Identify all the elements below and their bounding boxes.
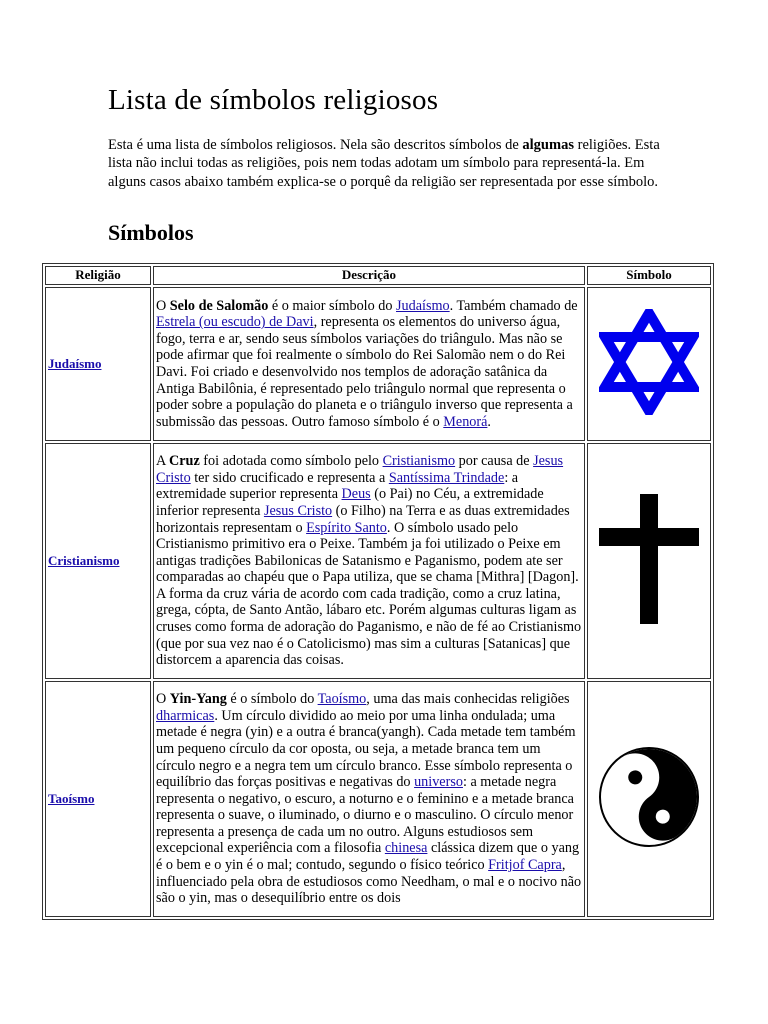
religion-cell — [45, 681, 151, 917]
desc-text: . — [487, 413, 491, 430]
description-cell — [153, 681, 585, 917]
intro-text-2: religiões. Esta lista não inclui todas as religiões, pois nem todas adotam um símbolo para representá-la. Em alguns casos abaixo também explica-se o porquê da religião ser representada por esse símbolo. — [108, 137, 660, 190]
desc-text: O — [156, 691, 170, 708]
desc-text: , uma das mais conhecidas religiões — [366, 691, 570, 708]
header-religion: Religião — [45, 266, 151, 285]
star-of-david-icon — [599, 309, 699, 415]
link-judaismo[interactable]: Judaísmo — [396, 297, 450, 314]
desc-text: é o maior símbolo do — [268, 297, 397, 314]
desc-text: : a extremidade superior representa — [156, 469, 519, 503]
intro-text-1: Esta é uma lista de símbolos religiosos. Nela são descritos símbolos de — [108, 137, 523, 153]
table-row — [45, 287, 711, 441]
intro-bold: algumas — [522, 137, 574, 153]
religion-link-cristianismo[interactable]: Cristianismo — [48, 552, 120, 568]
desc-text: (o Filho) na Terra e as duas extremidades horizontais representam o — [156, 502, 570, 536]
link-estrela-de-davi[interactable]: Estrela (ou escudo) de Davi — [156, 314, 314, 331]
table-row — [45, 681, 711, 917]
link-jesus-cristo[interactable]: Jesus Cristo — [156, 453, 564, 486]
description-cell — [153, 287, 585, 441]
link-taoismo[interactable]: Taoísmo — [317, 691, 367, 708]
section-heading: Símbolos — [108, 220, 194, 245]
link-chinesa[interactable]: chinesa — [384, 840, 428, 857]
table-header-row — [45, 266, 711, 285]
symbol-cell — [587, 681, 711, 917]
desc-text: por causa de — [455, 453, 534, 470]
religion-link-judaismo[interactable]: Judaísmo — [48, 355, 102, 371]
desc-text: . O símbolo usado pelo Cristianismo primitivo era o Peixe. Também ja foi utilizado o Peixe em antigas tradições Babilonicas de Satanismo e Paganismo, podem ate ser comparadas ao chapéu que o Papa utiliza, que se chama [Mithra] [Dagon]. A forma da cruz vária de acordo com cada tradição, como a cruz latina, grega, cópta, de Santo Antão, lábaro etc. Porém algumas culturas ligam as cruses como forma de adoração do Paganismo, e não de fé ao Cristianismo (que por sua vez nao é o Catolicismo) mas sim a culturas [Satanicas] que distorcem a aparencia das coisas. — [156, 519, 582, 669]
desc-text: O — [156, 297, 170, 314]
desc-text: (o Pai) no Céu, a extremidade inferior representa — [156, 486, 544, 519]
desc-text: , representa os elementos do universo água, fogo, terra e ar, sendo seus símbolos variações do triângulo. Mas não se pode afirmar que foi realmente o símbolo do Rei Salomão nem o do Rei Davi. Foi criado e desenvolvido nos templos de adoração satânica da Antiga Babilônia, é representado pelo triângulo normal que representa o poder sobre a população do planeta e o triângulo inverso que representa a submissão das pessoas. Outro famoso símbolo é o — [156, 314, 573, 430]
religion-cell — [45, 443, 151, 679]
desc-text: clássica dizem que o yang é o bem e o yin é o mal; contudo, segundo o físico teórico — [156, 840, 580, 874]
symbols-table — [42, 263, 714, 920]
link-espirito-santo[interactable]: Espírito Santo — [306, 519, 387, 536]
desc-text: A — [156, 453, 170, 470]
symbol-cell — [587, 443, 711, 679]
link-santissima-trindade[interactable]: Santíssima Trindade — [388, 469, 505, 486]
link-menora[interactable]: Menorá — [443, 413, 488, 430]
religion-cell — [45, 287, 151, 441]
intro-paragraph — [108, 136, 668, 191]
desc-bold: Yin-Yang — [169, 691, 227, 708]
header-symbol: Símbolo — [587, 266, 711, 285]
desc-text: , influenciado pela obra de estudiosos como Needham, o mal e o nocivo não são o yin, mas o desequilíbrio entre os dois — [156, 857, 582, 907]
desc-text: . Também chamado de — [449, 297, 578, 314]
table-row — [45, 443, 711, 679]
desc-text: . Um círculo dividido ao meio por uma linha ondulada; uma metade é negra (yin) e a outra é branca(yangh). Cada metade tem também um pequeno círculo da cor oposta, ou seja, a metade branca tem um círculo negro e a negra tem um círculo branco. Esse símbolo representa o equilíbrio das forças positivas e negativas do — [156, 707, 576, 791]
symbol-cell — [587, 287, 711, 441]
desc-text: foi adotada como símbolo pelo — [199, 453, 383, 470]
header-description: Descrição — [153, 266, 585, 285]
desc-text: ter sido crucificado e representa a — [190, 469, 389, 486]
desc-text: : a metade negra representa o negativo, o escuro, a noturno e o feminino e a metade branca representa o suave, o iluminado, o diurno e o masculino. O círculo menor representa a presença de cada um no outro. Alguns estudiosos sem excepcional experiência com a filosofia — [156, 774, 574, 857]
link-dharmicas[interactable]: dharmicas — [156, 707, 215, 724]
link-universo[interactable]: universo — [414, 774, 463, 791]
page-title: Lista de símbolos religiosos — [108, 84, 439, 116]
link-jesus-cristo-2[interactable]: Jesus Cristo — [263, 502, 333, 519]
link-deus[interactable]: Deus — [341, 486, 371, 503]
yin-yang-icon — [598, 746, 700, 848]
desc-bold: Cruz — [169, 453, 200, 470]
latin-cross-icon — [599, 494, 699, 624]
link-cristianismo[interactable]: Cristianismo — [382, 453, 456, 470]
link-fritjof-capra[interactable]: Fritjof Capra — [488, 857, 562, 874]
desc-bold: Selo de Salomão — [169, 297, 269, 314]
description-cell — [153, 443, 585, 679]
desc-text: é o símbolo do — [226, 691, 318, 708]
religion-link-taoismo[interactable]: Taoísmo — [48, 790, 95, 806]
